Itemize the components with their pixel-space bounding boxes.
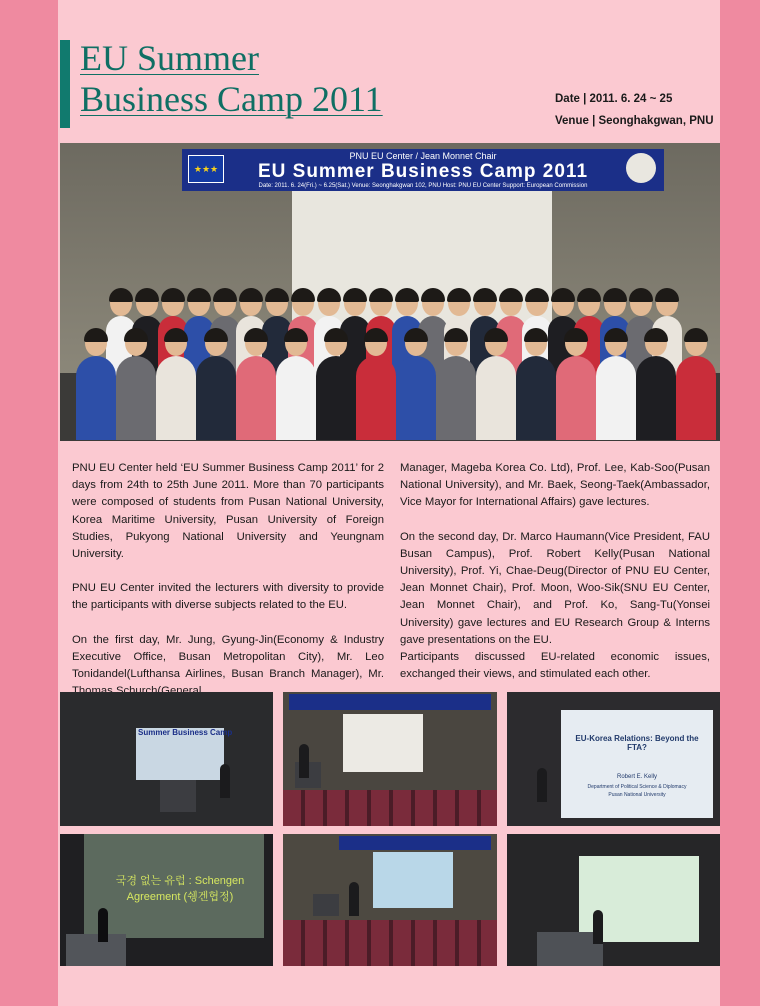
participant-hair bbox=[265, 288, 289, 302]
podium bbox=[313, 894, 339, 916]
article-paragraph: Participants discussed EU-related economic issues, exchanged their views, and stimulated each other. bbox=[400, 651, 710, 681]
slide-line-1: 국경 없는 유럽 : Schengen bbox=[115, 875, 245, 887]
title-line-2: Business Camp 2011 bbox=[80, 79, 383, 119]
slide-university: Pusan National University bbox=[608, 792, 666, 798]
participant-figure bbox=[196, 356, 236, 440]
title-accent-bar bbox=[60, 40, 70, 128]
slide-screen bbox=[561, 710, 713, 818]
participant-hair bbox=[187, 288, 211, 302]
participant-hair bbox=[551, 288, 575, 302]
participant-figure bbox=[396, 356, 436, 440]
lecture-photo-3 bbox=[507, 692, 720, 826]
participant-hair bbox=[655, 288, 679, 302]
participant-hair bbox=[161, 288, 185, 302]
slide-department: Department of Political Science & Diplomacy bbox=[587, 784, 687, 790]
banner-top-line: PNU EU Center / Jean Monnet Chair bbox=[349, 151, 497, 161]
photo-screen bbox=[343, 714, 423, 772]
participants-crowd bbox=[66, 250, 718, 440]
participant-hair bbox=[395, 288, 419, 302]
event-meta bbox=[555, 88, 714, 132]
banner-title: EU Summer Business Camp 2011 bbox=[257, 161, 589, 182]
participant-hair bbox=[603, 288, 627, 302]
participant-hair bbox=[84, 328, 108, 342]
participant-hair bbox=[577, 288, 601, 302]
speaker-figure bbox=[349, 882, 359, 916]
participant-figure bbox=[316, 356, 356, 440]
participant-hair bbox=[343, 288, 367, 302]
participant-figure bbox=[116, 356, 156, 440]
participant-figure bbox=[636, 356, 676, 440]
lecture-photo-1 bbox=[60, 692, 273, 826]
article-column-left bbox=[72, 460, 384, 700]
participant-figure bbox=[516, 356, 556, 440]
participant-figure bbox=[156, 356, 196, 440]
slide-line-2: Agreement (쉥겐협정) bbox=[126, 891, 234, 903]
participant-hair bbox=[109, 288, 133, 302]
slide-title: EU-Korea Relations: Beyond the FTA? bbox=[575, 734, 699, 752]
photo-banner bbox=[289, 694, 491, 710]
audience-seats bbox=[283, 920, 497, 966]
slide-author: Robert E. Kelly bbox=[616, 774, 658, 780]
title-line-1: EU Summer bbox=[80, 38, 259, 78]
podium bbox=[66, 934, 126, 966]
speaker-figure bbox=[593, 910, 603, 944]
lecture-photo-5 bbox=[283, 834, 497, 966]
left-margin-band bbox=[0, 0, 58, 1006]
participant-hair bbox=[317, 288, 341, 302]
participant-figure bbox=[276, 356, 316, 440]
speaker-figure bbox=[299, 744, 309, 778]
podium bbox=[160, 780, 196, 812]
participant-hair bbox=[421, 288, 445, 302]
participant-hair bbox=[213, 288, 237, 302]
banner-info-line: Date: 2011. 6. 24(Fri.) ~ 6.25(Sat.) Venue: Seonghakgwan 102, PNU Host: PNU EU Center Support: European Commission bbox=[258, 183, 588, 189]
participant-hair bbox=[499, 288, 523, 302]
participant-figure bbox=[476, 356, 516, 440]
page-title bbox=[80, 38, 383, 120]
participant-hair bbox=[239, 288, 263, 302]
article-paragraph: On the first day, Mr. Jung, Gyung-Jin(Economy & Industry Executive Office, Busan Metropolitan City), Mr. Leo Tonidandel(Lufthansa Airlines, Busan Branch Manager), Mr. bbox=[72, 633, 384, 681]
university-seal-icon bbox=[626, 153, 656, 183]
participant-figure bbox=[676, 356, 716, 440]
participant-hair bbox=[629, 288, 653, 302]
participant-hair bbox=[447, 288, 471, 302]
article-paragraph: On the second day, Dr. Marco Haumann(Vice President, FAU Busan Campus), Prof. Robert Kelly(Pusan National University), Prof. Yi, Chae-Deug(Director of PNU EU Center, Jean Monnet Chair), Prof. Moon, Woo-Sik(SNU EU Center, Jean Monnet Chair), and Prof. Ko, Sang-Tu(Yonsei University) gave lectures and EU Research Group & Interns gave presentations on the EU. bbox=[400, 530, 710, 646]
article-paragraph: Manager, Mageba Korea Co. Ltd), Prof. Lee, Kab-Soo(Pusan National University), and Mr. Baek, Seong-Taek(Ambassador, Vice Mayor for International Affairs) gave lectures. bbox=[400, 462, 710, 509]
event-date: Date | 2011. 6. 24 ~ 25 bbox=[555, 93, 673, 105]
participant-figure bbox=[76, 356, 116, 440]
article-column-right bbox=[400, 460, 710, 683]
photo-screen bbox=[373, 852, 453, 908]
participant-figure bbox=[556, 356, 596, 440]
participant-hair bbox=[135, 288, 159, 302]
speaker-figure bbox=[98, 908, 108, 942]
article-paragraph: PNU EU Center held ‘EU Summer Business Camp 2011’ for 2 days from 24th to 25th June 2011. More than 70 participants were composed of students from Pusan National University, Korea Maritime University, Pusan University of Foreign Studies, Pukyong National University and Yeungnam University. bbox=[72, 462, 384, 561]
eu-flag-icon: ★★★ bbox=[188, 155, 224, 183]
screen-caption: Summer Business Camp bbox=[138, 728, 233, 737]
event-banner bbox=[182, 149, 664, 191]
participant-figure bbox=[236, 356, 276, 440]
participant-figure bbox=[356, 356, 396, 440]
participant-figure bbox=[436, 356, 476, 440]
speaker-figure bbox=[220, 764, 230, 798]
participant-hair bbox=[369, 288, 393, 302]
participant-hair bbox=[291, 288, 315, 302]
audience-seats bbox=[283, 790, 497, 826]
photo-banner bbox=[339, 836, 491, 850]
participant-hair bbox=[684, 328, 708, 342]
participant-hair bbox=[525, 288, 549, 302]
article-paragraph: PNU EU Center invited the lecturers with diversity to provide the participants with diverse subjects related to the EU. bbox=[72, 582, 384, 612]
lecture-photo-6 bbox=[507, 834, 720, 966]
lecture-photo-2 bbox=[283, 692, 497, 826]
event-venue: Venue | Seonghakgwan, PNU bbox=[555, 115, 714, 127]
participant-hair bbox=[473, 288, 497, 302]
participant-figure bbox=[596, 356, 636, 440]
speaker-figure bbox=[537, 768, 547, 802]
lecture-photo-4 bbox=[60, 834, 273, 966]
